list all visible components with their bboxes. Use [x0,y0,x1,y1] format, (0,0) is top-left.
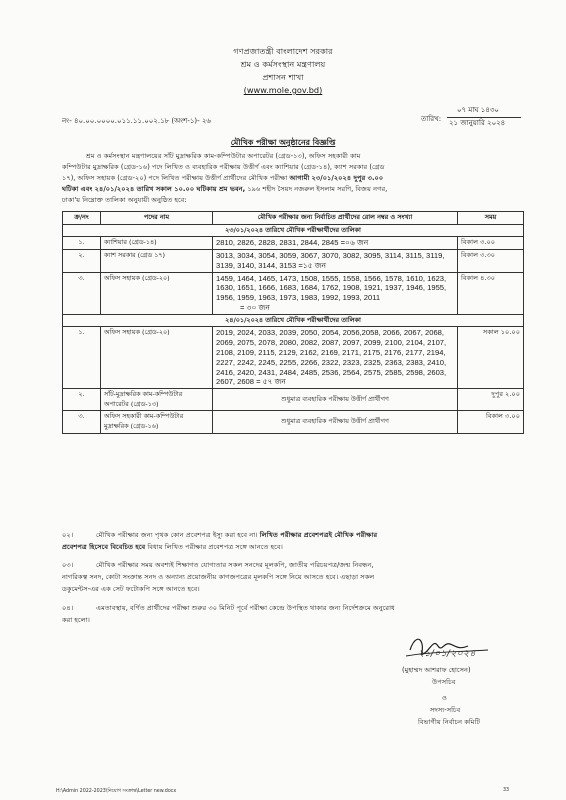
table-row [63,411,524,433]
section-title-day-1: ২৩/০১/২০২৪ তারিখে মৌখিক পরীক্ষার্থীদের তালিকা [63,224,524,237]
ministry-name: শ্রম ও কর্মসংস্থান মন্ত্রণালয় [240,59,326,69]
memo-number: নং- ৪০.০০.০০০০.০১১.১১.০০২.১৮ (অংশ-১)- ২৬ [62,117,211,125]
candidates-table [62,211,524,434]
note-4-number: ০৪। [62,604,74,612]
signatory-designation: উপসচিব [432,678,456,686]
row-rolls-list: 1459, 1464, 1465, 1473, 1508, 1555, 1558, 1566, 1578, 1610, 1623, 1630, 1651, 1666, 1683, 1684, 1762, 1908, 1921, 1937, 1946, 1955, 1956, 1959, 1963, 1973, 1983, 1992, 1993, 2011 [216,273,447,303]
row-post: অফিস সহকারী কাম-কম্পিউটার মুদ্রাক্ষরিক (গ্রেড-১৬) [101,411,213,433]
table-row [63,272,524,314]
exam-date-1: আগামী ২৩/০১/২০২৪ দুপুর ৩.০০ [289,174,384,182]
intro-line-3-text: ১৭), অফিস সহায়ক (গ্রেড-২০) পদে লিখিত পরীক্ষায় উত্তীর্ণ প্রার্থীদের মৌখিক পরীক্ষা [62,174,290,182]
date-english-calendar: ২১ জানুয়ারি ২০২৪ [449,119,506,127]
row-post: ক্যাশ সরকার (গ্রেড ১৭) [101,249,213,272]
section-row-day-1 [63,224,524,237]
row-time: সকাল ১০.০০ [458,327,524,389]
table-header-row [63,212,524,225]
row-sl: ১. [63,237,101,250]
col-header-time: সময় [458,212,524,225]
table-row [63,389,524,411]
notice-title [0,137,566,150]
table-row [63,249,524,272]
file-path-footer: H:\Admin 2022-2023\নিয়োগ সংক্রান্ত\Letter new.docx [56,789,177,794]
row-sl: ৩. [63,272,101,314]
handwritten-date: ২১/০১/২০২৪ [418,649,476,659]
row-post: অফিস সহায়ক (গ্রেড-২০) [101,327,213,389]
row-sl: ৩. [63,411,101,433]
govt-name: গণপ্রজাতন্ত্রী বাংলাদেশ সরকার [233,46,333,56]
notice-title-text: মৌখিক পরীক্ষা অনুষ্ঠানের বিজ্ঞপ্তি [230,138,336,147]
row-sl: ১. [63,327,101,389]
row-rolls: 2810, 2826, 2828, 2831, 2844, 2845 =০৬ জন [213,237,458,250]
intro-line-1: শ্রম ও কর্মসংস্থান মন্ত্রণালয়ের সাঁট মুদ্রাক্ষরিক কাম-কম্পিউটার অপারেটর (গ্রেড-১৩), অফিস সহকারী কাম [86,152,361,160]
section-row-day-2 [63,314,524,327]
page-number: 33 [503,788,510,793]
note-2-emphasis-cont: প্রবেশপত্র হিসেবে বিবেচিত হবে [62,543,146,551]
row-time: বিকাল ৩.৩০ [458,249,524,272]
note-2-line-1 [96,531,377,541]
row-rolls-count: = ৩০ জন [240,302,270,312]
row-rolls [213,272,458,314]
row-rolls: শুধুমাত্র ব্যবহারিক পরীক্ষায় উত্তীর্ণ প্রার্থীগণ [213,389,458,411]
note-2-text: মৌখিক পরীক্ষার জন্য পৃথক কোন প্রবেশপত্র ইস্যু করা হবে না। [96,531,260,539]
intro-line-2: কম্পিউটার মুদ্রাক্ষরিক (গ্রেড-১৬) পদে লিখিত ও ব্যবহারিক পরীক্ষায় উত্তীর্ণ এবং ক্যাশিয়ার (গ্রেড-১৪), ক্যাশ সরকার (গ্রেড [62,163,385,171]
venue-address: ১৯৬ শহীদ সৈয়দ নজরুল ইসলাম সরণি, বিজয় নগর, [245,185,388,193]
date-label: তারিখ: [421,115,442,123]
note-2-line-2 [62,543,283,553]
row-post: সাঁট-মুদ্রাক্ষরিক কাম-কম্পিউটার অপারেটর (গ্রেড-১৩) [101,389,213,411]
intro-line-3 [62,174,383,184]
signatory-role-1: সদস্য-সচিব [430,706,461,714]
col-header-sl: ক্র/নং [63,212,101,225]
col-header-post: পদের নাম [101,212,213,225]
row-rolls: 3013, 3034, 3054, 3059, 3067, 3070, 3082, 3095, 3114, 3115, 3119, 3139, 3140, 3144, 3153 =১৫ জন [213,249,458,272]
note-2-text-cont: বিধায় লিখিত পরীক্ষার প্রবেশপত্র সঙ্গে আনতে হবে। [145,543,283,551]
note-3-line-3: ডকুমেন্টস-এর এক সেট ফটোকপি সঙ্গে আনতে হবে। [62,585,200,593]
signatory-role-2: বিভাগীয় নির্বাচন কমিটি [418,718,481,726]
note-4-line-1: এমতাবস্থায়, বর্ণিত প্রার্থীদের পরীক্ষা শুরুর ৩০ মিনিট পূর্বে পরীক্ষা কেন্দ্রে উপস্থিত থাকার জন্য নির্দেশক্রমে অনুরোধ [96,604,395,612]
col-header-rolls: মৌখিক পরীক্ষার জন্য নির্বাচিত প্রার্থীদের রোল নম্বর ও সংখ্যা [213,212,458,225]
website-link[interactable]: (www.mole.gov.bd) [243,85,323,95]
note-3-line-2: নাগরিকত্ব সনদ, কোটা সংক্রান্ত সনদ ও অন্যান্য প্রয়োজনীয় কাগজপত্রের মূলকপি সঙ্গে নিয়ে আসতে হবে। এছাড়া সকল [62,573,375,581]
row-rolls: শুধুমাত্র ব্যবহারিক পরীক্ষায় উত্তীর্ণ প্রার্থীগণ [213,411,458,433]
table-row [63,327,524,389]
signatory-and: ও [442,694,447,702]
row-rolls: 2019, 2024, 2033, 2039, 2050, 2054, 2056,2058, 2066, 2067, 2068, 2069, 2075, 2078, 2080, 2082, 2087, 2097, 2099, 2100, 2104, 2107, 2108, 2109, 2115, 2129, 2162, 2169, 2171, 2175, 2176, 2177, 2194, 2227, 2242, 2245, 2255, 2266, 2322, 2323, 2325, 2363, 2383, 2410, 2416, 2420, 2431, 2484, 2485, 2536, 2564, 2575, 2585, 2598, 2603, 2607, 2608 = ৫৭ জন [213,327,458,389]
exam-date-2: ঘটিকা এবং ২৪/০১/২০২৪ তারিখ সকাল ১০.০০ ঘটিকায় শ্রম ভবন, [62,185,246,193]
note-2-emphasis: লিখিত পরীক্ষার প্রবেশপত্রই মৌখিক পরীক্ষার [259,531,378,539]
date-divider [447,117,521,118]
intro-line-5: ঢাকা'য় নিম্নোক্ত তালিকা অনুযায়ী অনুষ্ঠিত হবে: [62,196,187,204]
row-post: ক্যাশিয়ার (গ্রেড-১৪) [101,237,213,250]
section-title-day-2: ২৪/০১/২০২৪ তারিখে মৌখিক পরীক্ষার্থীদের তালিকা [63,314,524,327]
note-3-line-1: মৌখিক পরীক্ষার সময় অবশ্যই শিক্ষাগত যোগ্যতার সকল সনদের মূলকপি, জাতীয় পরিচয়পত্র/জন্ম নিবন্ধন, [96,561,374,569]
signatory-name: (মুহাম্মদ আশরাফ হোসেন) [402,666,471,674]
note-3-number: ০৩। [62,561,74,569]
note-4-line-2: করা হলো। [62,616,90,624]
date-bangla-calendar: ০৭ মাঘ ১৪৩০ [457,106,499,114]
row-time: দুপুর ২.০০ [458,389,524,411]
row-sl: ২. [63,249,101,272]
row-time: বিকাল ৩.০০ [458,237,524,250]
row-time: বিকাল ৩.০০ [458,411,524,433]
intro-line-4 [62,185,387,195]
row-time: বিকাল ৪.৩০ [458,272,524,314]
note-2-number: ০২। [62,531,74,539]
row-post: অফিস সহায়ক (গ্রেড-২০) [101,272,213,314]
table-row [63,237,524,250]
row-sl: ২. [63,389,101,411]
branch-name: প্রশাসন শাখা [262,72,304,82]
